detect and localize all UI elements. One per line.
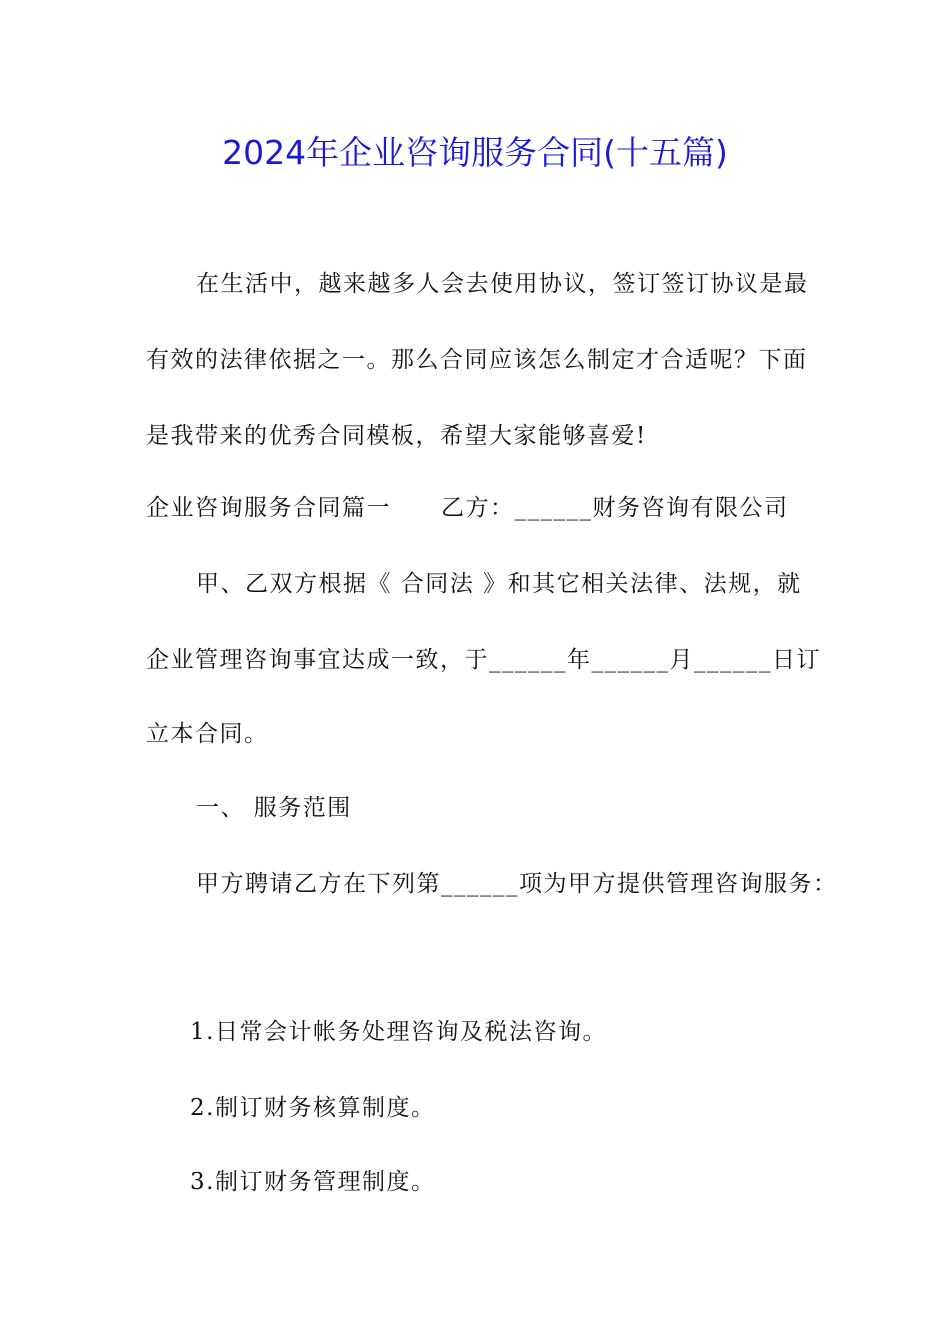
preamble-line-3: 立本合同。 (146, 721, 269, 747)
list-item: 1.日常会计帐务处理咨询及税法咨询。 (190, 1019, 607, 1045)
intro-line-2: 有效的法律依据之一。那么合同应该怎么制定才合适呢？下面 (146, 347, 808, 373)
section-heading: 企业咨询服务合同篇一 (146, 495, 391, 521)
intro-line-3: 是我带来的优秀合同模板，希望大家能够喜爱! (146, 423, 647, 449)
list-item: 3.制订财务管理制度。 (190, 1169, 436, 1195)
document-title: 2024年企业咨询服务合同(十五篇) (222, 133, 728, 172)
section-heading-line (146, 491, 789, 525)
preamble-line-2: 企业管理咨询事宜达成一致，于______年______月______日订 (146, 647, 821, 673)
party-b-line: 乙方：______财务咨询有限公司 (441, 495, 789, 521)
clause-1-text: 甲方聘请乙方在下列第______项为甲方提供管理咨询服务： (196, 871, 838, 897)
intro-line-1: 在生活中，越来越多人会去使用协议，签订签订协议是最 (196, 271, 809, 297)
list-item: 2.制订财务核算制度。 (190, 1095, 436, 1121)
preamble-line-1: 甲、乙双方根据《 合同法 》和其它相关法律、法规，就 (196, 571, 802, 597)
clause-1-heading: 一、 服务范围 (196, 795, 352, 821)
